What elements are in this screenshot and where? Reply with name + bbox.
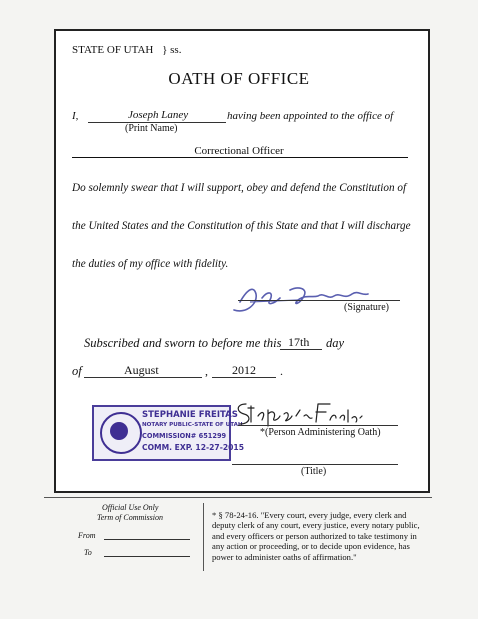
to-line bbox=[104, 556, 190, 557]
from-label: From bbox=[78, 531, 96, 540]
office-line bbox=[72, 157, 408, 158]
term-label: Term of Commission bbox=[97, 513, 163, 522]
signature-caption: (Signature) bbox=[344, 302, 389, 313]
asterisk: * bbox=[260, 427, 265, 438]
title-line bbox=[232, 464, 398, 465]
state-heading bbox=[72, 44, 181, 56]
from-line bbox=[104, 539, 190, 540]
period: . bbox=[280, 364, 283, 378]
comma: , bbox=[205, 364, 208, 378]
oath-line-3: the duties of my office with fidelity. bbox=[72, 258, 229, 270]
of-label: of bbox=[72, 364, 82, 378]
footer-divider bbox=[44, 497, 432, 498]
administrator-line bbox=[238, 425, 398, 426]
office-title: Correctional Officer bbox=[194, 145, 284, 157]
administrator-caption-row bbox=[260, 427, 381, 438]
sworn-text: Subscribed and sworn to before me this bbox=[84, 336, 282, 350]
state-seal-icon bbox=[100, 412, 142, 454]
ss-mark: } ss. bbox=[162, 44, 182, 56]
appointee-suffix: having been appointed to the office of bbox=[227, 110, 394, 122]
stamp-commission: COMMISSION# 651299 bbox=[142, 432, 227, 440]
oath-line-2: the United States and the Constitution of this State and that I will discharge bbox=[72, 220, 411, 232]
administrator-caption: (Person Administering Oath) bbox=[265, 427, 381, 438]
statute-text: * § 78-24-16. "Every court, every judge, every clerk and deputy clerk of any court, every justice, every notary public, and every officers or person authorized to take testimony in any action or proceeding, or to decide upon evidence, has power to administer oaths of affirmation." bbox=[212, 510, 420, 562]
official-use-label: Official Use Only bbox=[102, 503, 159, 512]
footer-column-divider bbox=[203, 503, 204, 571]
appointee-prefix: I, bbox=[72, 110, 79, 122]
sworn-day: 17th bbox=[288, 335, 310, 349]
sworn-month: August bbox=[124, 363, 159, 377]
stamp-expiration: COMM. EXP. 12-27-2015 bbox=[142, 443, 244, 452]
notary-stamp bbox=[92, 405, 244, 461]
administrator-signature bbox=[232, 396, 362, 428]
title-caption: (Title) bbox=[301, 466, 327, 477]
oath-line-1: Do solemnly swear that I will support, obey and defend the Constitution of bbox=[72, 182, 407, 194]
name-caption: (Print Name) bbox=[125, 123, 178, 134]
day-label: day bbox=[326, 336, 345, 350]
to-label: To bbox=[84, 548, 92, 557]
sworn-year: 2012 bbox=[232, 363, 256, 377]
document-title: OATH OF OFFICE bbox=[168, 69, 310, 88]
state-name: STATE OF UTAH bbox=[72, 44, 154, 56]
stamp-line-2: NOTARY PUBLIC-STATE OF UTAH bbox=[142, 422, 243, 428]
appointee-name: Joseph Laney bbox=[128, 109, 189, 121]
signature-line bbox=[238, 300, 400, 301]
stamp-name: STEPHANIE FREITAS bbox=[142, 410, 238, 420]
